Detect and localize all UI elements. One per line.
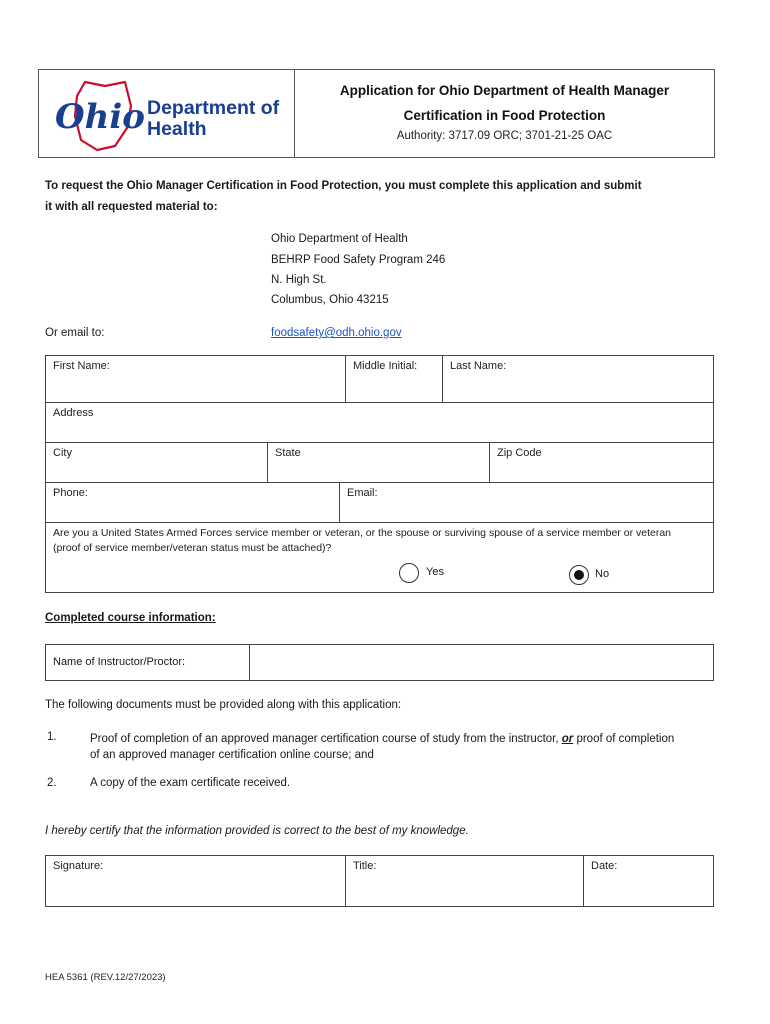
state-field[interactable] xyxy=(268,443,490,483)
doc-item-1-emphasis: or xyxy=(561,733,574,745)
certify-statement: I hereby certify that the information provided is correct to the best of my knowledge. xyxy=(45,825,469,837)
first-name-label: First Name: xyxy=(53,360,110,372)
form-title xyxy=(295,78,714,128)
signature-row xyxy=(45,855,714,907)
last-name-field[interactable] xyxy=(443,356,713,403)
radio-no[interactable] xyxy=(569,565,589,585)
email-label: Email: xyxy=(347,487,378,499)
documents-intro: The following documents must be provided along with this application: xyxy=(45,699,402,711)
email-option-label: Or email to: xyxy=(45,327,105,339)
radio-yes[interactable] xyxy=(399,563,419,583)
doc-item-1 xyxy=(90,731,720,763)
middle-initial-label: Middle Initial: xyxy=(353,360,418,372)
military-status-question xyxy=(46,523,713,592)
address-line3: N. High St. xyxy=(271,274,327,286)
address-field[interactable] xyxy=(46,403,713,443)
intro-line1: To request the Ohio Manager Certification in Food Protection, you must complete this application and submit xyxy=(45,180,642,192)
address-label: Address xyxy=(53,407,94,419)
form-title-line1: Application for Ohio Department of Health Manager xyxy=(339,83,670,98)
radio-yes-label: Yes xyxy=(426,566,444,578)
city-field[interactable] xyxy=(46,443,268,483)
address-line1: Ohio Department of Health xyxy=(271,233,408,245)
military-question-line1: Are you a United States Armed Forces service member or veteran, or the spouse or surviving spouse of a service member or veteran xyxy=(53,527,672,539)
authority-citation: Authority: 3717.09 ORC; 3701-21-25 OAC xyxy=(396,130,613,142)
doc-item-2: A copy of the exam certificate received. xyxy=(90,777,291,789)
signature-label: Signature: xyxy=(53,860,104,872)
doc-item-1-line2: of an approved manager certification online course; and xyxy=(90,749,374,761)
signature-field[interactable] xyxy=(46,856,346,906)
radio-no-label: No xyxy=(595,568,610,580)
form-title-line2: Certification in Food Protection xyxy=(403,108,606,123)
instructor-name-field[interactable] xyxy=(250,645,713,680)
city-label: City xyxy=(53,447,72,459)
address-line2: BEHRP Food Safety Program 246 xyxy=(271,254,446,266)
email-field[interactable] xyxy=(340,483,713,523)
date-field[interactable] xyxy=(584,856,713,906)
intro-line2: it with all requested material to: xyxy=(45,201,218,213)
title-field[interactable] xyxy=(346,856,584,906)
logo-ohio-script: Ohio xyxy=(55,97,145,137)
zip-label: Zip Code xyxy=(497,447,542,459)
address-line4: Columbus, Ohio 43215 xyxy=(271,294,389,306)
radio-no-selected-dot xyxy=(574,570,584,580)
doc-item-1-text-a: Proof of completion of an approved manager certification course of study from the instructor, xyxy=(90,733,562,745)
logo-org-line1: Department of xyxy=(147,97,280,119)
last-name-label: Last Name: xyxy=(450,360,507,372)
zip-field[interactable] xyxy=(490,443,713,483)
ohio-state-outline-icon xyxy=(47,76,292,152)
email-link[interactable]: foodsafety@odh.ohio.gov xyxy=(271,327,402,339)
logo-org-line2: Health xyxy=(147,118,207,140)
title-label: Title: xyxy=(353,860,377,872)
first-name-field[interactable] xyxy=(46,356,346,403)
military-question-line2: (proof of service member/veteran status must be attached)? xyxy=(53,542,332,554)
instructor-label-cell xyxy=(46,645,250,680)
doc-item-1-number: 1. xyxy=(47,731,57,743)
state-label: State xyxy=(275,447,301,459)
doc-item-2-number: 2. xyxy=(47,777,57,789)
date-label: Date: xyxy=(591,860,618,872)
phone-field[interactable] xyxy=(46,483,340,523)
header-box xyxy=(38,69,715,158)
odh-logo xyxy=(47,76,292,152)
phone-label: Phone: xyxy=(53,487,88,499)
middle-initial-field[interactable] xyxy=(346,356,443,403)
applicant-form xyxy=(45,355,714,593)
instructor-label: Name of Instructor/Proctor: xyxy=(53,656,186,668)
course-heading: Completed course information: xyxy=(45,612,216,624)
form-number: HEA 5361 (REV.12/27/2023) xyxy=(45,972,166,983)
instructor-row xyxy=(45,644,714,681)
doc-item-1-text-b: proof of completion xyxy=(573,733,675,745)
